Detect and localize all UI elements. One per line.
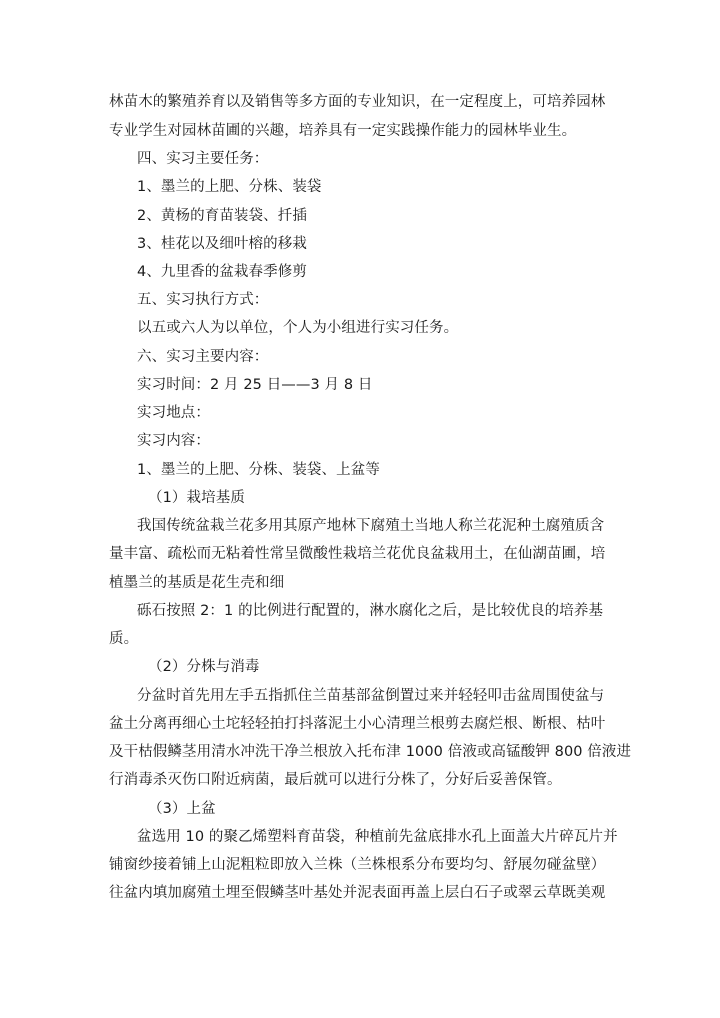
list-item: 2、黄杨的育苗装袋、扦插: [137, 208, 307, 224]
paragraph-line: 砾石按照 2：1 的比例进行配置的，淋水腐化之后，是比较优良的培养基: [137, 603, 604, 619]
subheading: （1）栽培基质: [148, 490, 245, 506]
paragraph-line: 分盆时首先用左手五指抓住兰苗基部盆倒置过来并轻轻叩击盆周围使盆与: [137, 688, 605, 704]
paragraph-line: 量丰富、疏松而无粘着性常呈微酸性栽培兰花优良盆栽用土，在仙湖苗圃，培: [109, 546, 606, 562]
paragraph-line: 专业学生对园林苗圃的兴趣，培养具有一定实践操作能力的园林毕业生。: [109, 123, 577, 139]
paragraph-line: 行消毒杀灭伤口附近病菌，最后就可以进行分株了，分好后妥善保管。: [109, 772, 562, 788]
paragraph-line: 林苗木的繁殖养育以及销售等多方面的专业知识，在一定程度上，可培养园林: [109, 94, 606, 110]
paragraph-line: 以五或六人为以单位，个人为小组进行实习任务。: [137, 320, 459, 336]
paragraph-line: 我国传统盆栽兰花多用其原产地林下腐殖土当地人称兰花泥种土腐殖质含: [137, 518, 605, 534]
paragraph-line: 植墨兰的基质是花生壳和细: [109, 575, 285, 591]
paragraph-line: 铺窗纱接着铺上山泥粗粒即放入兰株（兰株根系分布要均匀、舒展勿碰盆壁）: [109, 857, 606, 873]
subheading: （2）分株与消毒: [148, 659, 260, 675]
paragraph-line: 质。: [109, 631, 139, 647]
section-heading: 五、实习执行方式：: [137, 292, 269, 308]
section-heading: 四、实习主要任务：: [137, 151, 269, 167]
list-item: 3、桂花以及细叶榕的移栽: [137, 236, 307, 252]
paragraph-line: 实习内容：: [137, 433, 210, 449]
paragraph-line: 盆选用 10 的聚乙烯塑料育苗袋，种植前先盆底排水孔上面盖大片碎瓦片并: [137, 829, 618, 845]
paragraph-line: 往盆内填加腐殖土埋至假鳞茎叶基处并泥表面再盖上层白石子或翠云草既美观: [109, 885, 606, 901]
paragraph-line: 及干枯假鳞茎用清水冲洗干净兰根放入托布津 1000 倍液或高锰酸钾 800 倍液进: [109, 744, 632, 760]
list-item: 1、墨兰的上肥、分株、装袋: [137, 179, 322, 195]
paragraph-line: 实习时间：2 月 25 日——3 月 8 日: [137, 377, 373, 393]
list-item: 1、墨兰的上肥、分株、装袋、上盆等: [137, 462, 380, 478]
paragraph-line: 盆土分离再细心土坨轻轻拍打抖落泥土小心清理兰根剪去腐烂根、断根、枯叶: [109, 716, 606, 732]
subheading: （3）上盆: [148, 801, 216, 817]
list-item: 4、九里香的盆栽春季修剪: [137, 264, 307, 280]
section-heading: 六、实习主要内容：: [137, 349, 269, 365]
paragraph-line: 实习地点：: [137, 405, 210, 421]
